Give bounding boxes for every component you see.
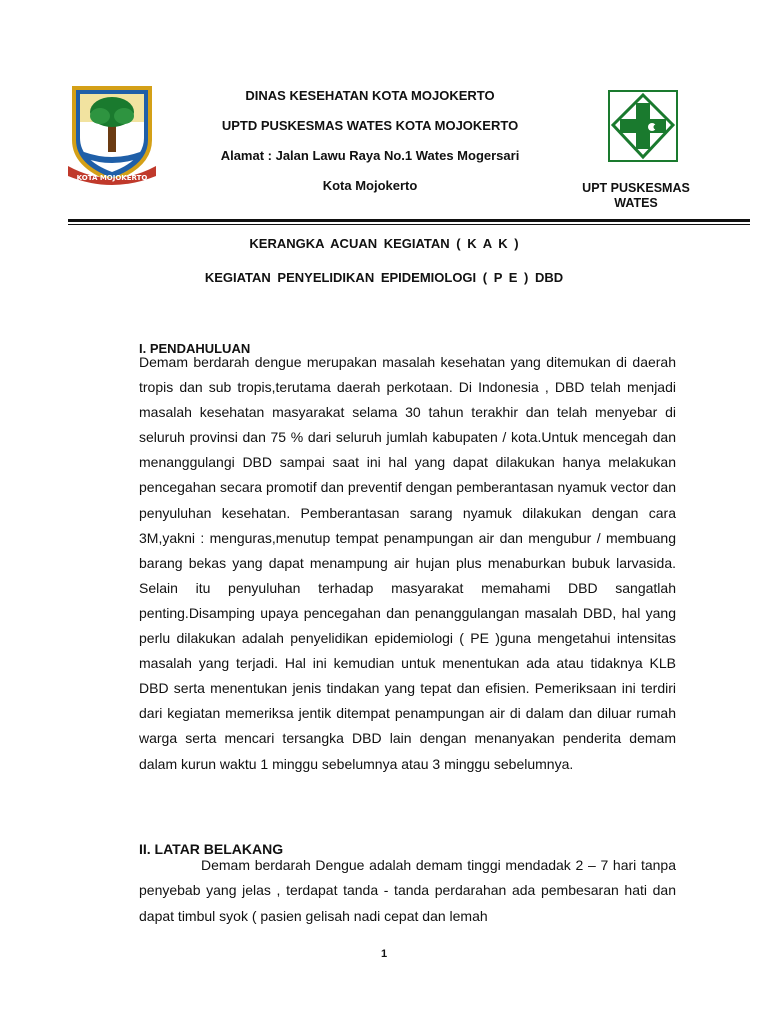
header-line-4: Kota Mojokerto [322,178,418,193]
svg-text:KOTA MOJOKERTO: KOTA MOJOKERTO [76,174,148,182]
puskesmas-cross-logo-icon [608,90,678,162]
header-divider-thick [68,219,750,222]
right-label: UPT PUSKESMAS WATES [582,181,690,210]
header-line-2: UPTD PUSKESMAS WATES KOTA MOJOKERTO [221,118,519,133]
section-1-heading: I. PENDAHULUAN [139,341,251,356]
section-1-body: Demam berdarah dengue merupakan masalah kesehatan yang ditemukan di daerah tropis dan sub tropis,terutama daerah perkotaan. Di Indonesia , DBD telah menjadi masalah kesehatan masyarakat selama 30 tahun terakhir dan telah menyebar di seluruh provinsi dan 75 % dari seluruh jumlah kabupaten / kota.Untuk mencegah dan menanggulangi DBD sampai saat ini hal yang dapat dilakukan hanya melakukan pencegahan secara promotif dan preventif dengan pemberantasan nyamuk vector dan penyuluhan kesehatan. Pemberantasan sarang nyamuk dilakukan dengan cara 3M,yakni : menguras,menutup tempat penampungan air dan mengubur / membuang barang bekas yang dapat menampung air hujan plus menaburkan bubuk larvasida. Selain itu penyuluhan terhadap masyarakat memahami DBD sangatlah penting.Disamping upaya pencegahan dan penanggulangan masalah DBD, hal yang perlu dilakukan adalah penyelidikan epidemiologi ( PE )guna mengetahui intensitas masalah yang terjadi. Hal ini kemudian untuk menentukan ada atau tidaknya KLB DBD serta menentukan jenis tindakan yang tepat dan efisien. Pemeriksaan ini terdiri dari kegiatan memeriksa jentik ditempat penampungan air di dalam dan diluar rumah warga serta mencari tersangka DBD lain dengan menanyakan penderita demam dalam kurun waktu 1 minggu sebelumnya atau 3 minggu sebelumnya. [139,354,676,772]
section-2-heading: II. LATAR BELAKANG [139,841,284,857]
header-line-3: Alamat : Jalan Lawu Raya No.1 Wates Mogersari [220,148,520,163]
page-number: 1 [380,948,388,960]
kota-mojokerto-emblem-icon [64,82,160,188]
section-2-body: Demam berdarah Dengue adalah demam tinggi mendadak 2 – 7 hari tanpa penyebab yang jelas , terdapat tanda - tanda perdarahan ada pembesaran hati dan dapat timbul syok ( pasien gelisah nadi cepat dan lemah [139,857,676,924]
header-line-1: DINAS KESEHATAN KOTA MOJOKERTO [245,88,495,103]
header-divider-thin [68,224,750,225]
document-subtitle: KEGIATAN PENYELIDIKAN EPIDEMIOLOGI ( P E ) DBD [204,270,564,285]
document-title: KERANGKA ACUAN KEGIATAN ( K A K ) [249,236,519,251]
